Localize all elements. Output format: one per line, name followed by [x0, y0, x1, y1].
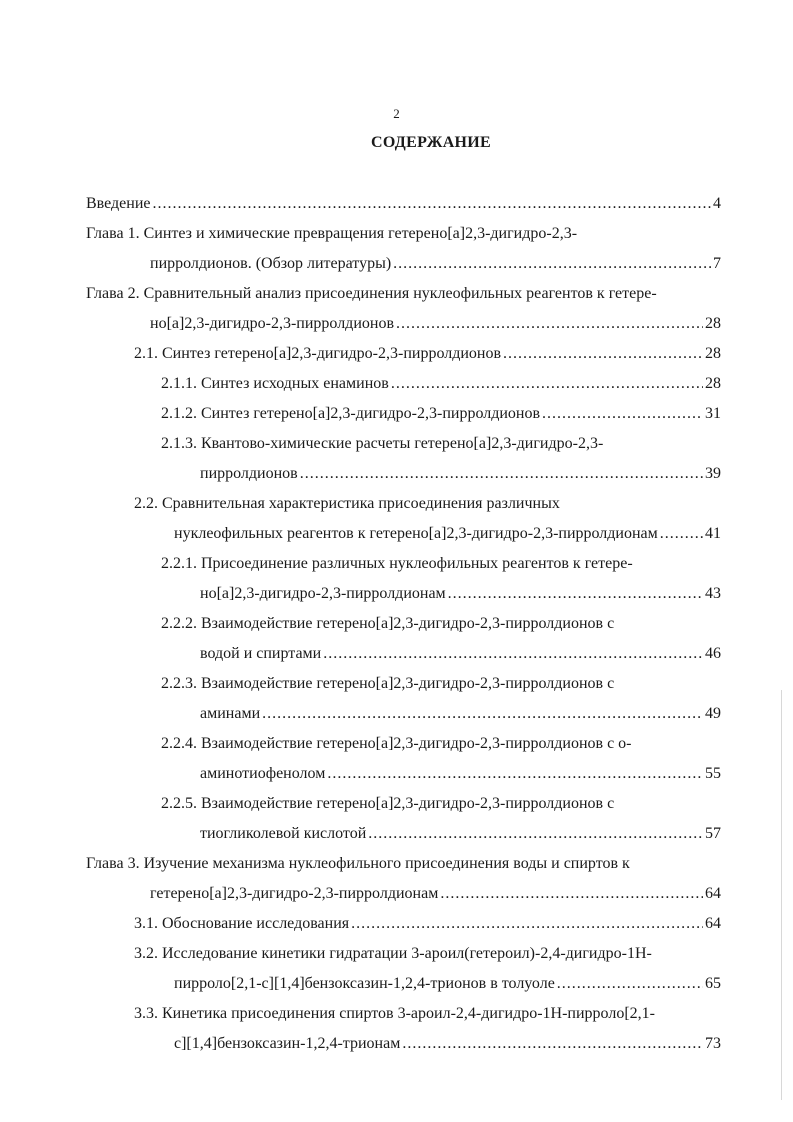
toc-entry-text: 2.1.1. Синтез исходных енаминов — [161, 375, 389, 392]
toc-page-number: 28 — [705, 375, 721, 392]
toc-entry-text-continued: гетерено[a]2,3-дигидро-2,3-пирролдионам — [150, 885, 439, 902]
toc-entry-text-continued: пирролдионов — [200, 465, 298, 482]
toc-entry-section-2-1-1[interactable] — [161, 373, 721, 395]
toc-page-number: 49 — [705, 705, 721, 722]
toc-entry-text-continued: но[a]2,3-дигидро-2,3-пирролдионов — [150, 315, 394, 332]
dot-leader — [351, 913, 703, 935]
toc-entry-text-continued: тиогликолевой кислотой — [200, 825, 367, 842]
toc-entry-text-continued: пирроло[2,1-c][1,4]бензоксазин-1,2,4-трионов в толуоле — [174, 975, 555, 992]
dot-leader — [327, 763, 703, 785]
toc-entry-section-2-1-2[interactable] — [161, 403, 721, 425]
toc-entry-text-continued: водой и спиртами — [200, 645, 322, 662]
toc-entry-text: Глава 1. Синтез и химические превращения гетерено[a]2,3-дигидро-2,3- — [86, 225, 578, 242]
dot-leader — [542, 403, 703, 425]
toc-entry-section-2-1[interactable] — [134, 343, 721, 365]
toc-entry-text: 2.2. Сравнительная характеристика присоединения различных — [134, 495, 560, 512]
toc-page-number: 31 — [705, 405, 721, 422]
toc-page-number: 28 — [705, 345, 721, 362]
toc-page-number: 55 — [705, 765, 721, 782]
toc-page-number: 41 — [705, 525, 721, 542]
dot-leader — [391, 373, 703, 395]
toc-page-number: 46 — [705, 645, 721, 662]
page-title: СОДЕРЖАНИЕ — [370, 134, 492, 151]
toc-entry-text-continued: аминотиофенолом — [200, 765, 326, 782]
toc-page-number: 43 — [705, 585, 721, 602]
toc-page-number: 4 — [713, 195, 721, 212]
toc-entry-intro[interactable] — [86, 193, 721, 215]
toc-page-number: 57 — [705, 825, 721, 842]
dot-leader — [153, 193, 712, 215]
toc-entry-text: 2.2.5. Взаимодействие гетерено[a]2,3-дигидро-2,3-пирролдионов с — [161, 795, 615, 812]
toc-entry-text: 2.1.3. Квантово-химические расчеты гетерено[a]2,3-дигидро-2,3- — [161, 435, 604, 452]
toc-entry-section-3-1[interactable] — [134, 913, 721, 935]
toc-entry-text: 2.1.2. Синтез гетерено[a]2,3-дигидро-2,3-пирролдионов — [161, 405, 541, 422]
toc-page-number: 65 — [705, 975, 721, 992]
dot-leader — [393, 253, 711, 275]
toc-entry-text: Глава 3. Изучение механизма нуклеофильного присоединения воды и спиртов к — [86, 855, 630, 872]
toc-entry-text-continued: но[a]2,3-дигидро-2,3-пирролдионам — [200, 585, 446, 602]
dot-leader — [323, 643, 703, 665]
toc-page-number: 28 — [705, 315, 721, 332]
toc-entry-text: 2.2.1. Присоединение различных нуклеофильных реагентов к гетере- — [161, 555, 633, 572]
dot-leader — [402, 1033, 703, 1055]
toc-entry-text-continued: пирролдионов. (Обзор литературы) — [150, 255, 392, 272]
dot-leader — [557, 973, 703, 995]
dot-leader — [396, 313, 703, 335]
toc-page-number: 73 — [705, 1035, 721, 1052]
toc-page-number: 64 — [705, 915, 721, 932]
toc-entry-text: 3.1. Обоснование исследования — [134, 915, 350, 932]
toc-entry-text: 2.2.2. Взаимодействие гетерено[a]2,3-дигидро-2,3-пирролдионов с — [161, 615, 615, 632]
toc-entry-text: 3.2. Исследование кинетики гидратации 3-ароил(гетероил)-2,4-дигидро-1Н- — [134, 945, 652, 962]
toc-page-number: 64 — [705, 885, 721, 902]
toc-entry-text: 2.1. Синтез гетерено[a]2,3-дигидро-2,3-пирролдионов — [134, 345, 502, 362]
toc-page-number: 7 — [713, 255, 721, 272]
toc-entry-text: 2.2.4. Взаимодействие гетерено[a]2,3-дигидро-2,3-пирролдионов с о- — [161, 735, 632, 752]
dot-leader — [300, 463, 703, 485]
toc-entry-text: 2.2.3. Взаимодействие гетерено[a]2,3-дигидро-2,3-пирролдионов с — [161, 675, 615, 692]
dot-leader — [448, 583, 703, 605]
dot-leader — [368, 823, 703, 845]
scan-edge-mark — [781, 690, 782, 1100]
dot-leader — [660, 523, 703, 545]
dot-leader — [503, 343, 703, 365]
toc-entry-text-continued: аминами — [200, 705, 261, 722]
dot-leader — [262, 703, 703, 725]
page-number: 2 — [393, 106, 400, 121]
toc-entry-text-continued: c][1,4]бензоксазин-1,2,4-трионам — [174, 1035, 401, 1052]
dot-leader — [440, 883, 703, 905]
toc-entry-text: Введение — [86, 195, 151, 212]
toc-entry-text: Глава 2. Сравнительный анализ присоединения нуклеофильных реагентов к гетере- — [86, 285, 657, 302]
toc-page-number: 39 — [705, 465, 721, 482]
toc-entry-text: 3.3. Кинетика присоединения спиртов 3-ароил-2,4-дигидро-1Н-пирроло[2,1- — [134, 1005, 655, 1022]
toc-entry-text-continued: нуклеофильных реагентов к гетерено[a]2,3-дигидро-2,3-пирролдионам — [174, 525, 658, 542]
